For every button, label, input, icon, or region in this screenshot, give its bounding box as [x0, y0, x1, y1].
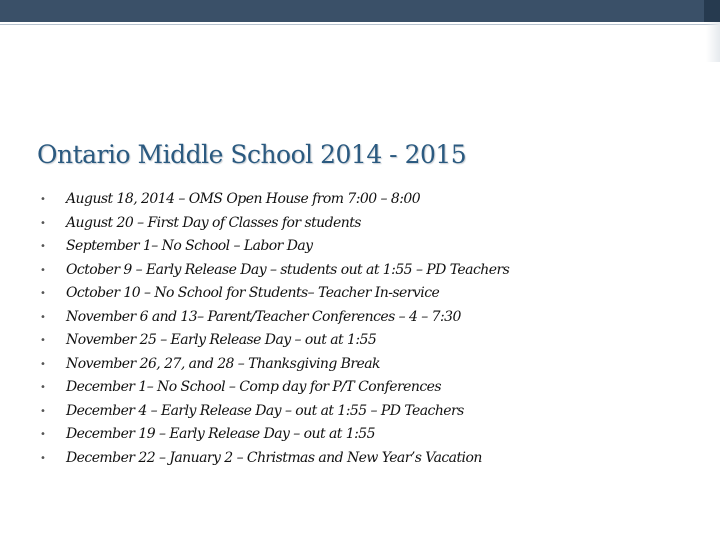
list-item: [40, 329, 700, 353]
bullet-icon: •: [40, 264, 46, 276]
list-item: [40, 235, 700, 259]
bullet-icon: •: [40, 288, 46, 299]
bullet-icon: •: [40, 405, 46, 417]
bullet-icon: •: [40, 241, 46, 252]
bullet-icon: •: [40, 335, 46, 346]
list-item: [40, 306, 700, 330]
bullet-icon: •: [40, 358, 46, 370]
top-banner-corner: [704, 0, 720, 22]
list-item-text: December 4 – Early Release Day – out at 1:55 – PD Teachers: [66, 402, 464, 419]
bullet-icon: •: [40, 429, 46, 440]
bullet-icon: •: [40, 217, 46, 229]
corner-shadow: [706, 22, 720, 62]
list-item-text: September 1– No School – Labor Day: [66, 238, 313, 254]
list-item: [40, 400, 700, 424]
list-item: [40, 282, 700, 306]
list-item: [40, 212, 700, 236]
list-item-text: November 26, 27, and 28 – Thanksgiving Break: [66, 355, 380, 372]
list-item-text: October 9 – Early Release Day – students out at 1:55 – PD Teachers: [66, 261, 510, 278]
list-item-text: August 18, 2014 – OMS Open House from 7:00 – 8:00: [66, 191, 421, 207]
top-divider: [0, 24, 720, 25]
top-banner: [0, 0, 720, 22]
list-item: [40, 259, 700, 283]
list-item: [40, 447, 700, 471]
schedule-list: [40, 188, 700, 470]
bullet-icon: •: [40, 452, 46, 464]
list-item-text: October 10 – No School for Students– Teacher In-service: [66, 285, 440, 301]
bullet-icon: •: [40, 382, 46, 393]
list-item: [40, 423, 700, 447]
list-item-text: December 19 – Early Release Day – out at 1:55: [66, 426, 375, 442]
list-item: [40, 188, 700, 212]
list-item-text: December 1– No School – Comp day for P/T Conferences: [66, 379, 441, 395]
list-item-text: August 20 – First Day of Classes for students: [66, 214, 361, 231]
slide-title: Ontario Middle School 2014 - 2015: [37, 140, 467, 169]
list-item: [40, 353, 700, 377]
list-item-text: November 25 – Early Release Day – out at 1:55: [66, 332, 377, 348]
bullet-icon: •: [40, 194, 46, 205]
list-item-text: November 6 and 13– Parent/Teacher Conferences – 4 – 7:30: [66, 308, 461, 325]
list-item-text: December 22 – January 2 – Christmas and New Year’s Vacation: [66, 449, 482, 466]
bullet-icon: •: [40, 311, 46, 323]
list-item: [40, 376, 700, 400]
